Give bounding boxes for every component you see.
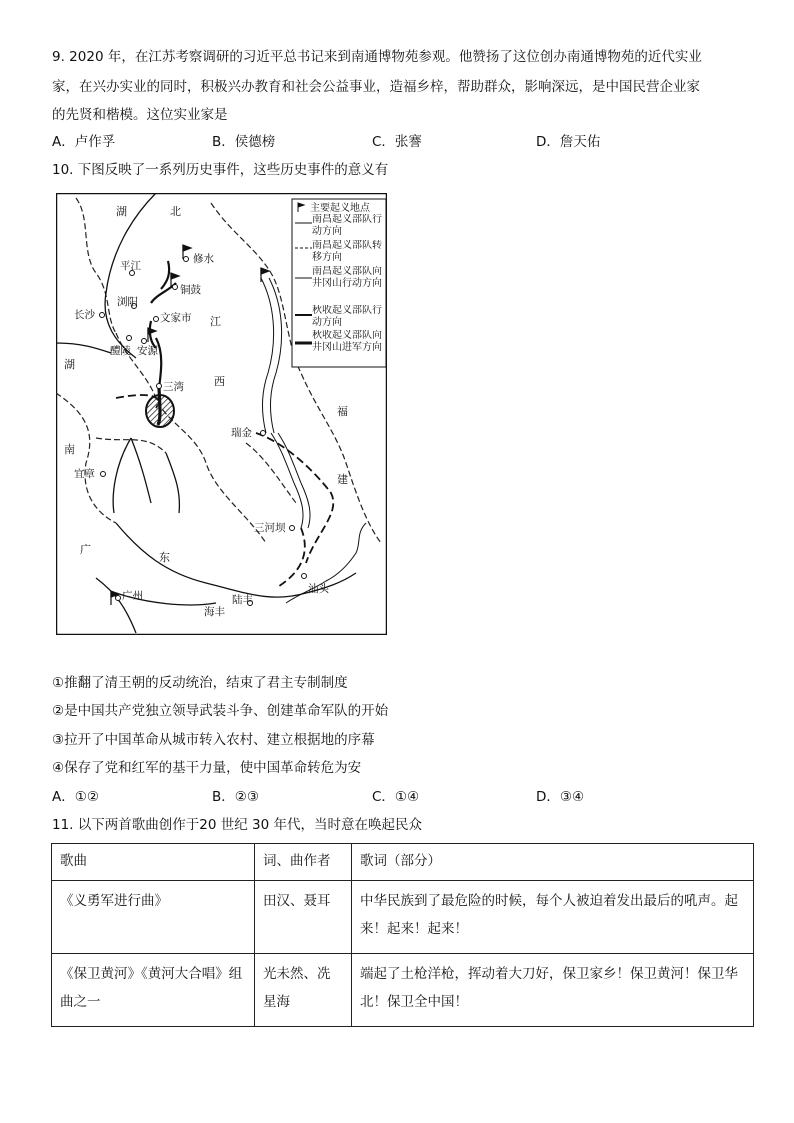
legend-item: 南昌起义部队转移方向 [312,240,382,263]
region-label: 东 [159,551,170,564]
legend-item: 南昌起义部队行动方向 [312,214,382,237]
place-label: 陆丰 [232,594,253,606]
place-label: 安源 [137,345,158,357]
place-label: 平江 [120,260,141,272]
region-label: 湖 [64,358,75,371]
uprisings-map [56,193,387,635]
place-label: 汕头 [308,583,329,595]
q9-stem-line2: 家，在兴办实业的同时，积极兴办教育和社会公益事业，造福乡梓，帮助群众，影响深远，是中国民营企业家 [52,79,700,95]
q9-option-a: A．卢作孚 [52,134,116,150]
song-title: 《保卫黄河》《黄河大合唱》组曲之一 [52,954,255,1027]
q10-option-d: D．③④ [536,789,585,805]
region-label: 湖 [116,205,127,218]
q10-statement-3: ③拉开了中国革命从城市转入农村、建立根据地的序幕 [52,732,375,748]
q10-stem: 10. 下图反映了一系列历史事件，这些历史事件的意义有 [52,162,389,178]
place-label: 三河坝 [254,522,286,534]
legend-item: 秋收起义部队行动方向 [312,305,382,328]
q10-statement-4: ④保存了党和红军的基干力量，使中国革命转危为安 [52,760,362,776]
q9-option-b: B．侯德榜 [212,134,276,150]
place-label: 文家市 [160,312,192,324]
place-label: 宜章 [74,468,95,480]
song-authors: 田汉、聂耳 [255,881,352,954]
place-label: 铜鼓 [180,284,201,296]
q9-option-d: D．詹天佑 [536,134,601,150]
region-label: 广 [80,543,91,556]
song-lyrics: 中华民族到了最危险的时候，每个人被迫着发出最后的吼声。起来！起来！起来！ [352,881,754,954]
region-label: 西 [214,375,225,388]
q10-option-a: A．①② [52,789,99,805]
region-label: 江 [210,315,221,328]
region-label: 福 [337,405,348,418]
place-label: 长沙 [74,309,95,321]
place-label: 修水 [193,253,214,265]
header-lyrics: 歌词（部分） [352,844,754,881]
q10-option-c: C．①④ [372,789,420,805]
q10-option-b: B．②③ [212,789,259,805]
place-label: 海丰 [204,606,225,618]
q11-stem: 11. 以下两首歌曲创作于20 世纪 30 年代，当时意在唤起民众 [52,817,422,833]
map-legend [292,199,386,368]
song-authors: 光未然、冼星海 [255,954,352,1027]
jinggangshan-area [146,395,174,427]
region-label: 北 [170,205,181,218]
header-song: 歌曲 [52,844,255,881]
region-label: 南 [64,443,75,456]
place-label: 瑞金 [231,427,252,439]
q10-statement-1: ①推翻了清王朝的反动统治，结束了君主专制制度 [52,675,348,691]
place-label: 三湾 [163,381,184,393]
table-header-row [52,844,754,881]
legend-item: 南昌起义部队向井冈山行动方向 [312,266,382,289]
region-label: 建 [337,473,348,486]
songs-table [51,843,754,1027]
header-authors: 词、曲作者 [255,844,352,881]
place-label: 广州 [122,590,143,602]
legend-item: 主要起义地点 [310,203,370,214]
q10-statement-2: ②是中国共产党独立领导武装斗争、创建革命军队的开始 [52,703,389,719]
q9-stem-line1: 9. 2020 年，在江苏考察调研的习近平总书记来到南通博物苑参观。他赞扬了这位创办南通博物苑的近代实业 [52,49,702,65]
song-title: 《义勇军进行曲》 [52,881,255,954]
table-row [52,881,754,954]
legend-item: 秋收起义部队向井冈山进军方向 [312,330,382,353]
q9-stem-line3: 的先贤和楷模。这位实业家是 [52,107,228,123]
q9-option-c: C．张謇 [372,134,422,150]
place-label: 醴陵 [110,345,131,357]
place-label: 浏阳 [117,296,138,308]
song-lyrics: 端起了土枪洋枪，挥动着大刀好，保卫家乡！保卫黄河！保卫华北！保卫全中国！ [352,954,754,1027]
table-row [52,954,754,1027]
